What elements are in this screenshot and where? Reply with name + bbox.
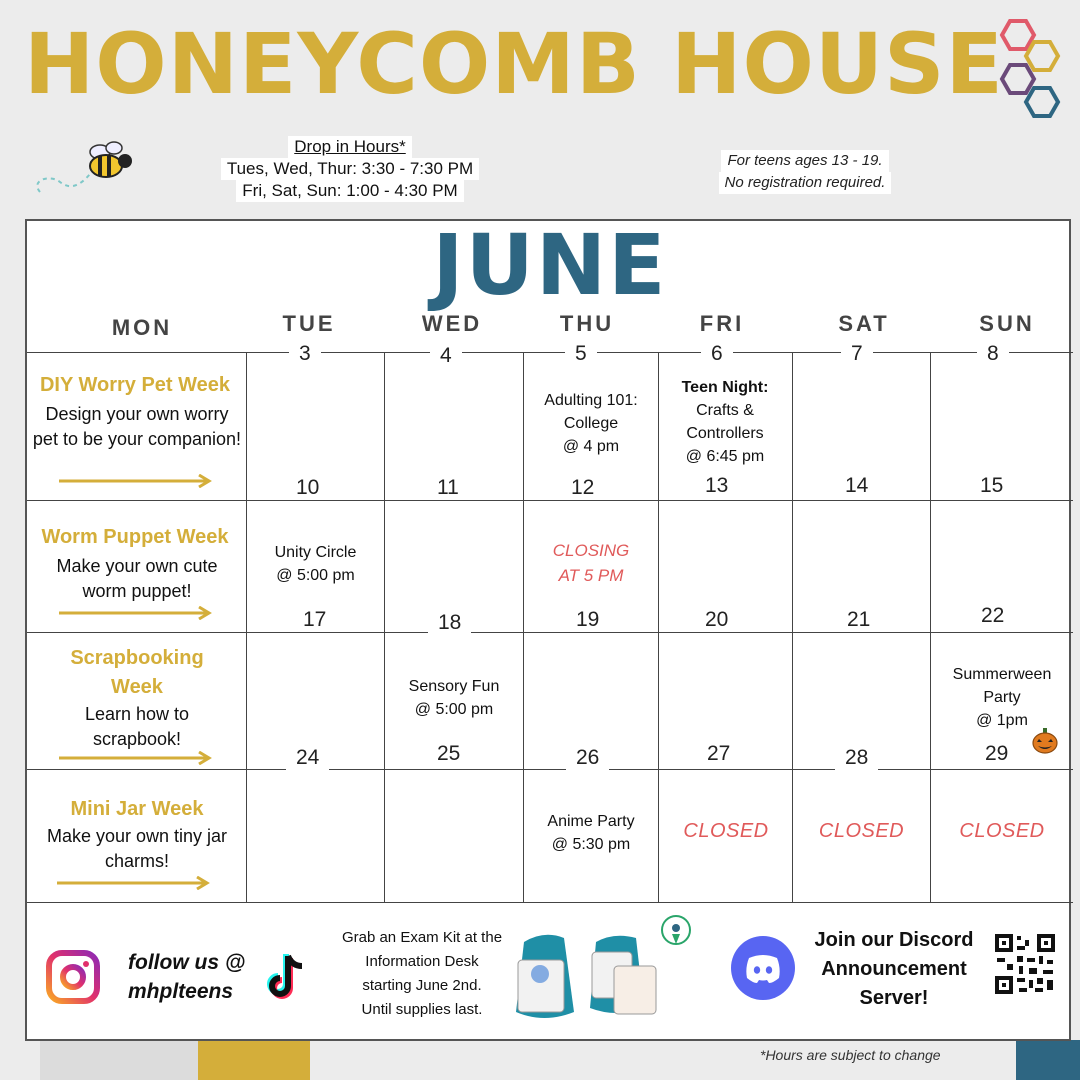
event-line: @ 1pm [976, 712, 1028, 729]
date-number: 25 [427, 742, 470, 766]
bee-icon [30, 134, 140, 198]
discord-line: Server! [859, 987, 929, 1009]
month-title: JUNE [432, 216, 668, 314]
week-title-1: DIY Worry Pet Week [39, 374, 231, 396]
qr-code-icon[interactable] [993, 932, 1057, 996]
date-number: 19 [566, 608, 609, 632]
discord-line: Join our Discord [814, 929, 974, 951]
event-line: @ 4 pm [562, 438, 620, 455]
date-number: 15 [970, 474, 1013, 498]
exam-kit-text [316, 926, 528, 1022]
day-header-mon: MON [111, 315, 173, 340]
date-number: 10 [286, 476, 329, 500]
drop-in-hours [200, 136, 500, 202]
day-header-wed: WED [421, 311, 483, 336]
teens-line-1: For teens ages 13 - 19. [721, 150, 888, 172]
hours-line-2: Fri, Sat, Sun: 1:00 - 4:30 PM [236, 180, 463, 202]
week-title-3: Scrapbooking Week [70, 647, 204, 698]
hours-disclaimer: *Hours are subject to change [760, 1047, 941, 1063]
event-line: @ 5:00 pm [276, 567, 355, 584]
date-number: 17 [293, 608, 336, 632]
date-number: 3 [289, 342, 321, 366]
date-number: 11 [427, 476, 469, 500]
event-line: CLOSING [552, 541, 630, 560]
bg-teal-block [1016, 1040, 1080, 1080]
closed-label-fri: CLOSED [683, 820, 769, 842]
event-sensory-fun [385, 675, 523, 721]
date-number: 8 [977, 342, 1009, 366]
event-line: College [563, 415, 619, 432]
event-line: Sensory Fun [408, 678, 500, 695]
date-number: 12 [561, 476, 604, 500]
event-adulting-101 [524, 389, 658, 458]
date-number: 20 [695, 608, 738, 632]
event-line: Unity Circle [274, 544, 357, 561]
exam-kit-image [504, 912, 704, 1030]
week-title-4: Mini Jar Week [70, 798, 204, 820]
day-header-thu: THU [559, 311, 615, 336]
grid-line [27, 632, 1073, 633]
date-number: 24 [286, 746, 329, 770]
week-desc-3: Learn how to scrapbook! [84, 704, 190, 749]
exam-line: Grab an Exam Kit at the [341, 929, 503, 946]
grid-line [247, 352, 1073, 353]
event-line: Teen Night: [681, 379, 769, 396]
exam-line: Until supplies last. [361, 1001, 483, 1018]
event-closing-early [524, 538, 658, 588]
discord-icon[interactable] [731, 936, 795, 1000]
week-desc-4: Make your own tiny jar charms! [46, 826, 228, 871]
discord-text [796, 926, 992, 1013]
event-anime-party [524, 810, 658, 856]
arrow-icon [59, 751, 215, 765]
discord-line: Announcement [821, 958, 967, 980]
hexagon-logo-icon [990, 16, 1070, 132]
instagram-icon[interactable] [45, 949, 101, 1005]
follow-handle[interactable]: mhplteens [128, 980, 234, 1003]
bg-gold-block [198, 1040, 310, 1080]
week-desc-2: Make your own cute worm puppet! [56, 556, 218, 601]
event-line: Adulting 101: [544, 392, 638, 409]
arrow-icon [59, 606, 215, 620]
arrow-icon [57, 876, 213, 890]
exam-line: Information Desk [365, 953, 479, 970]
day-header-sat: SAT [838, 311, 890, 336]
event-unity-circle [247, 541, 384, 587]
date-number: 7 [841, 342, 873, 366]
event-line: Anime Party [547, 813, 635, 830]
grid-line [27, 769, 1073, 770]
date-number: 5 [565, 342, 597, 366]
date-number: 6 [701, 342, 733, 366]
date-number: 28 [835, 746, 878, 770]
event-line: Controllers [686, 425, 764, 442]
event-line: @ 6:45 pm [685, 448, 765, 465]
event-line: Party [983, 689, 1021, 706]
arrow-icon [59, 474, 215, 488]
date-number: 18 [428, 611, 471, 635]
date-number: 4 [430, 344, 462, 368]
date-number: 22 [971, 604, 1014, 628]
week-desc-1: Design your own worry pet to be your companion! [32, 404, 242, 449]
grid-line [27, 500, 1073, 501]
page-title: HONEYCOMB HOUSE [24, 15, 1004, 113]
event-line: Summerween [952, 666, 1052, 683]
hours-line-1: Tues, Wed, Thur: 3:30 - 7:30 PM [221, 158, 479, 180]
event-line: Crafts & [696, 402, 754, 419]
day-header-fri: FRI [699, 311, 745, 336]
follow-us [128, 948, 245, 1006]
day-header-tue: TUE [282, 311, 336, 336]
date-number: 14 [835, 474, 878, 498]
exam-line: starting June 2nd. [362, 977, 482, 994]
grid-line [27, 902, 1073, 903]
event-summerween [931, 663, 1073, 732]
bg-gray-block [40, 1040, 198, 1080]
date-number: 13 [695, 474, 738, 498]
closed-label-sat: CLOSED [818, 820, 905, 842]
drop-in-title: Drop in Hours* [288, 136, 412, 158]
date-number: 29 [975, 742, 1018, 766]
event-teen-night [658, 376, 792, 468]
week-title-2: Worm Puppet Week [41, 526, 229, 548]
day-header-sun: SUN [979, 311, 1035, 336]
teens-line-2: No registration required. [719, 172, 892, 194]
date-number: 26 [566, 746, 609, 770]
closed-label-sun: CLOSED [959, 820, 1045, 842]
date-number: 21 [837, 608, 880, 632]
event-line: AT 5 PM [558, 566, 624, 585]
grid-line [384, 352, 385, 902]
tiktok-icon[interactable] [262, 952, 310, 1004]
date-number: 27 [697, 742, 740, 766]
grid-line [27, 352, 247, 353]
event-line: @ 5:00 pm [414, 701, 494, 718]
event-line: @ 5:30 pm [551, 836, 631, 853]
pumpkin-icon [1031, 726, 1059, 754]
teens-info [700, 150, 910, 194]
follow-line-1: follow us @ [128, 951, 246, 974]
